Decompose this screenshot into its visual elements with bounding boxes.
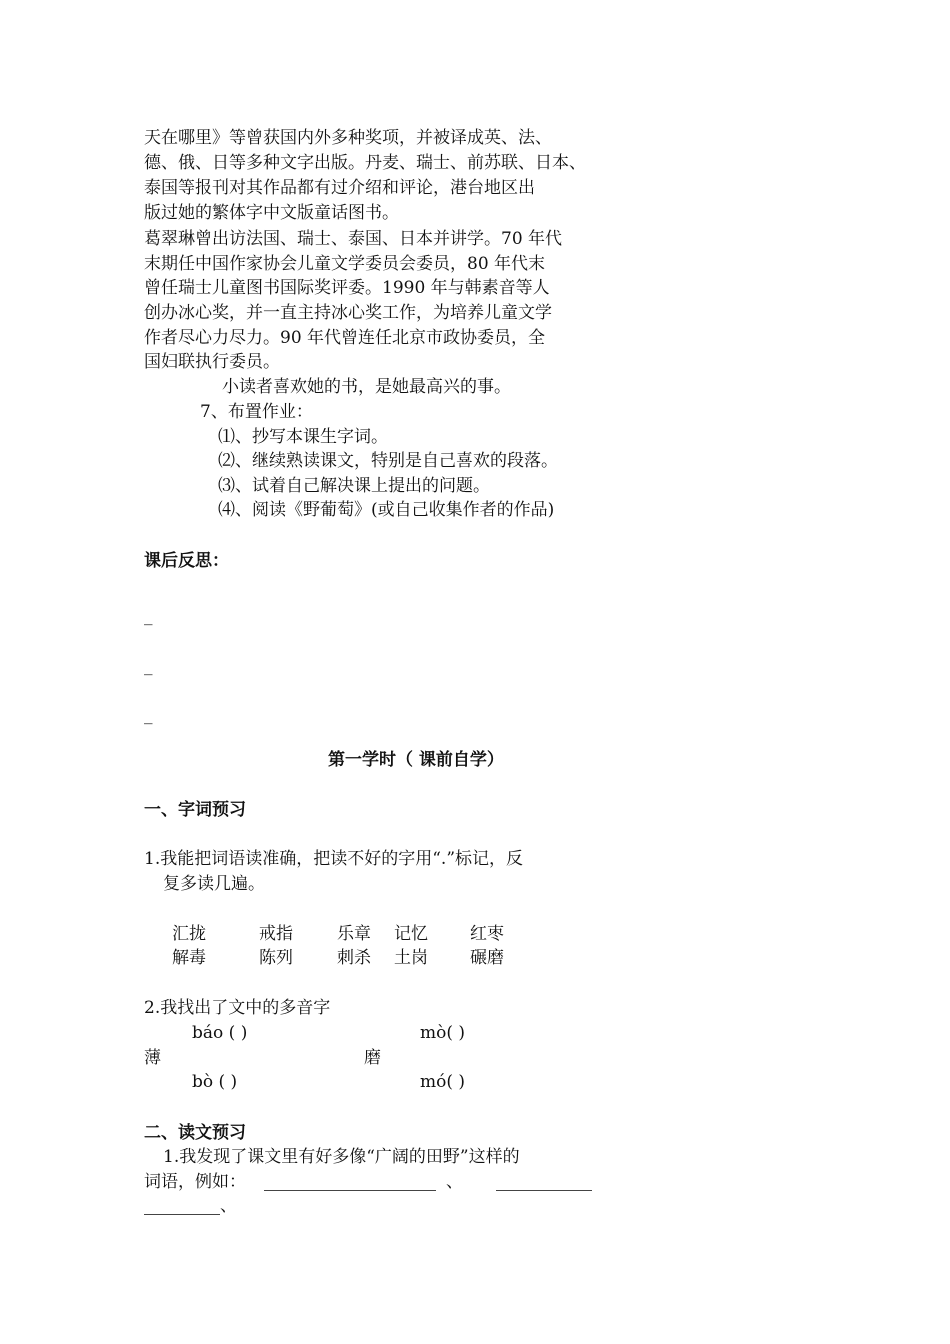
section1-heading: 一、字词预习 xyxy=(144,800,246,820)
separator: 、 xyxy=(220,1196,237,1216)
section2-heading: 二、读文预习 xyxy=(144,1123,246,1143)
question-line: 1.我发现了课文里有好多像“广阔的田野”这样的 xyxy=(163,1147,520,1167)
pinyin-answer-blank[interactable]: bò ( ) xyxy=(192,1072,238,1092)
answer-blank[interactable] xyxy=(264,1176,436,1191)
answer-blank[interactable] xyxy=(496,1176,592,1191)
lesson-title: 第一学时（ 课前自学） xyxy=(328,750,504,770)
homework-heading: 7、布置作业： xyxy=(200,402,313,422)
homework-item: ⑶、试着自己解决课上提出的问题。 xyxy=(218,476,490,496)
homework-item: ⑴、抄写本课生字词。 xyxy=(218,427,388,447)
text-line: 末期任中国作家协会儿童文学委员会委员，80 年代末 xyxy=(144,254,546,274)
text-line: 泰国等报刊对其作品都有过介绍和评论，港台地区出 xyxy=(144,178,535,198)
question-1-line: 1.我能把词语读准确，把读不好的字用“.”标记，反 xyxy=(144,849,524,869)
homework-item: ⑵、继续熟读课文，特别是自己喜欢的段落。 xyxy=(218,451,558,471)
homework-item: ⑷、阅读《野葡萄》(或自己收集作者的作品) xyxy=(218,500,555,520)
vocab-word: 陈列 xyxy=(259,948,293,968)
reflection-heading: 课后反思： xyxy=(144,551,229,571)
pinyin-answer-blank[interactable]: mó( ) xyxy=(420,1072,466,1092)
text-line: 版过她的繁体字中文版童话图书。 xyxy=(144,203,399,223)
text-line: 曾任瑞士儿童图书国际奖评委。1990 年与韩素音等人 xyxy=(144,278,550,298)
reflection-mark: _ xyxy=(144,606,153,626)
vocab-word: 土岗 xyxy=(394,948,428,968)
vocab-word: 记忆 xyxy=(394,924,428,944)
pinyin-answer-blank[interactable]: báo ( ) xyxy=(192,1023,248,1043)
closing-line: 小读者喜欢她的书，是她最高兴的事。 xyxy=(222,377,511,397)
polyphone-char: 磨 xyxy=(364,1048,381,1068)
vocab-word: 乐章 xyxy=(337,924,371,944)
vocab-word: 汇拢 xyxy=(172,924,206,944)
polyphone-char: 薄 xyxy=(144,1048,161,1068)
vocab-word: 碾磨 xyxy=(470,948,504,968)
reflection-mark: _ xyxy=(144,705,153,725)
vocab-word: 红枣 xyxy=(470,924,504,944)
reflection-mark: _ xyxy=(144,656,153,676)
pinyin-answer-blank[interactable]: mò( ) xyxy=(420,1023,466,1043)
text-line: 国妇联执行委员。 xyxy=(144,352,280,372)
answer-blank[interactable] xyxy=(144,1200,220,1215)
question-line-prefix: 词语，例如： xyxy=(144,1172,246,1192)
text-line: 葛翠琳曾出访法国、瑞士、泰国、日本并讲学。70 年代 xyxy=(144,229,563,249)
vocab-word: 戒指 xyxy=(259,924,293,944)
text-line: 创办冰心奖，并一直主持冰心奖工作，为培养儿童文学 xyxy=(144,303,552,323)
vocab-word: 解毒 xyxy=(172,948,206,968)
question-2: 2.我找出了文中的多音字 xyxy=(144,998,331,1018)
text-line: 天在哪里》等曾获国内外多种奖项，并被译成英、法、 xyxy=(144,128,552,148)
text-line: 德、俄、日等多种文字出版。丹麦、瑞士、前苏联、日本、 xyxy=(144,153,586,173)
question-1-line: 复多读几遍。 xyxy=(163,874,265,894)
text-line: 作者尽心力尽力。90 年代曾连任北京市政协委员，全 xyxy=(144,328,546,348)
separator: 、 xyxy=(446,1172,463,1192)
vocab-word: 刺杀 xyxy=(337,948,371,968)
